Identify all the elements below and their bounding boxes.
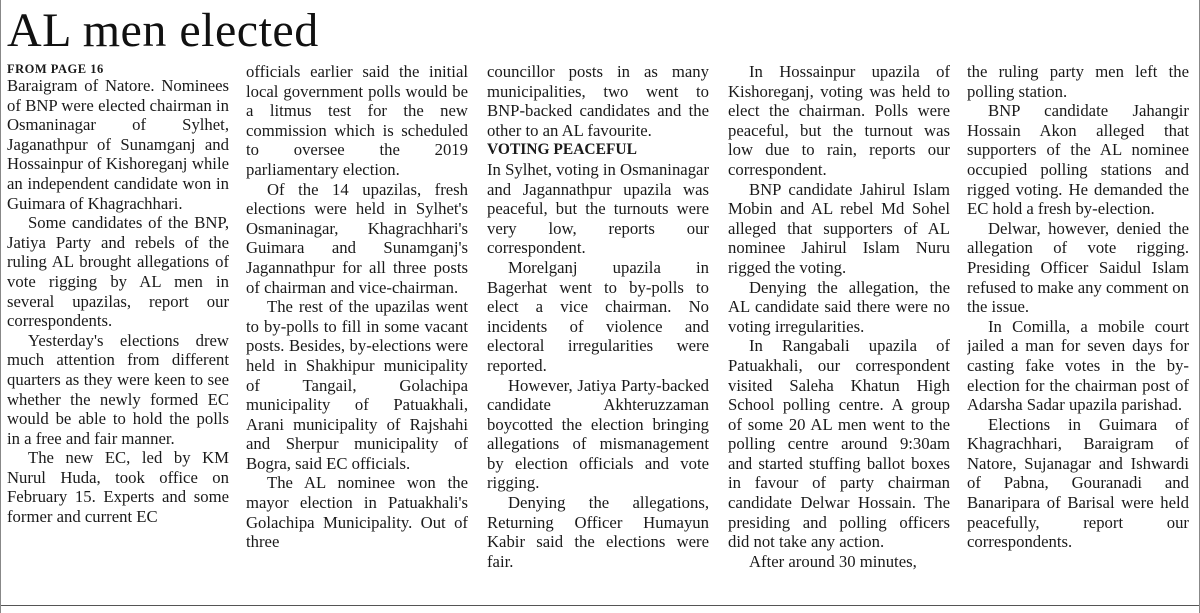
paragraph: The new EC, led by KM Nurul Huda, took office on February 15. Experts and some former and current EC: [7, 448, 229, 527]
paragraph: In Comilla, a mobile court jailed a man for seven days for casting fake votes in the by-election for the chairman post of Adarsha Sadar upazila parishad.: [967, 316, 1189, 415]
paragraph: BNP candidate Jahirul Islam Mobin and AL rebel Md Sohel alleged that supporters of AL nominee Jahirul Islam Nuru rigged the voting.: [728, 179, 950, 277]
column-4: [728, 62, 950, 604]
paragraph: Yesterday's elections drew much attention from different quarters as they were keen to see whether the newly formed EC would be able to hold the polls in a free and fair manner.: [7, 330, 229, 448]
headline: AL men elected: [7, 4, 319, 57]
kicker: FROM PAGE 16: [7, 62, 104, 76]
paragraph: In Rangabali upazila of Patuakhali, our correspondent visited Saleha Khatun High School polling centre. A group of some 20 AL men went to the polling centre around 9:30am and started stuffing ballot boxes in favour of party chairman candidate Delwar Hossain. The presiding and polling officers did not take any action.: [728, 336, 950, 552]
paragraph: The rest of the upazilas went to by-polls to fill in some vacant posts. Besides, by-elections were held in Shakhipur municipality of Tangail, Golachipa municipality of Patuakhali, Arani municipality of Rajshahi and Sherpur municipality of Bogra, said EC officials.: [246, 297, 468, 473]
paragraph: Morelganj upazila in Bagerhat went to by-polls to elect a vice chairman. No incidents of violence and electoral irregularities were reported.: [487, 257, 709, 375]
paragraph: The AL nominee won the mayor election in Patuakhali's Golachipa Municipality. Out of three: [246, 473, 468, 552]
paragraph: officials earlier said the initial local government polls would be a litmus test for the new commission which is scheduled to oversee the 2019 parliamentary election.: [246, 62, 468, 179]
bottom-rule: [1, 605, 1199, 606]
column-3: [487, 62, 709, 604]
paragraph: Elections in Guimara of Khagrachhari, Baraigram of Natore, Sujanagar and Ishwardi of Pabna, Gouranadi and Banaripara of Barisal were held peacefully, report our correspondents.: [967, 414, 1189, 552]
column-5: [967, 62, 1189, 604]
paragraph: In Sylhet, voting in Osmaninagar and Jagannathpur upazila was peaceful, but the turnouts were very low, reports our correspondent.: [487, 159, 709, 258]
paragraph: councillor posts in as many municipalities, two went to BNP-backed candidates and the other to an AL favourite.: [487, 62, 709, 140]
column-1: [7, 62, 229, 604]
paragraph: the ruling party men left the polling station.: [967, 62, 1189, 101]
subhead: VOTING PEACEFUL: [487, 141, 637, 159]
paragraph: Baraigram of Natore. Nominees of BNP were elected chairman in Osmaninagar of Sylhet, Jaganathpur of Sunamganj and Hossainpur of Kishoreganj while an independent candidate won in Guimara of Khagrachhari.: [7, 76, 229, 213]
paragraph: Denying the allegations, Returning Officer Humayun Kabir said the elections were fair.: [487, 493, 709, 571]
paragraph: BNP candidate Jahangir Hossain Akon alleged that supporters of the AL nominee occupied polling stations and rigged voting. He demanded the EC hold a fresh by-election.: [967, 101, 1189, 219]
paragraph: In Hossainpur upazila of Kishoreganj, voting was held to elect the chairman. Polls were peaceful, but the turnout was low due to rain, reports our correspondent.: [728, 62, 950, 179]
paragraph: After around 30 minutes,: [749, 551, 917, 571]
paragraph: Of the 14 upazilas, fresh elections were held in Sylhet's Osmaninagar, Khagrachhari's Guimara and Sunamganj's Jagannathpur for all three posts of chairman and vice-chairman.: [246, 179, 468, 297]
paragraph: However, Jatiya Party-backed candidate Akhteruzzaman boycotted the election bringing allegations of mismanagement by election officials and vote rigging.: [487, 375, 709, 493]
paragraph: Some candidates of the BNP, Jatiya Party and rebels of the ruling AL brought allegations of vote rigging by AL men in several upazilas, report our correspondents.: [7, 213, 229, 331]
paragraph: Denying the allegation, the AL candidate said there were no voting irregularities.: [728, 277, 950, 336]
column-2: [246, 62, 468, 604]
paragraph: Delwar, however, denied the allegation of vote rigging. Presiding Officer Saidul Islam refused to make any comment on the issue.: [967, 218, 1189, 317]
